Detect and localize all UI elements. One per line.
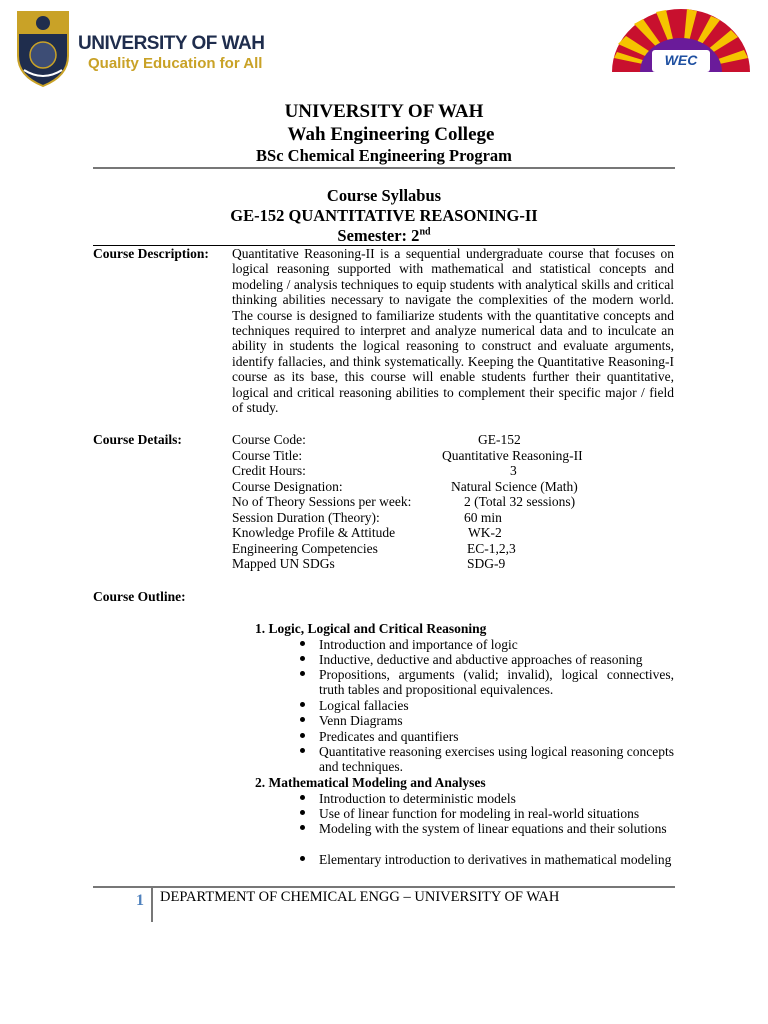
wec-logo	[608, 6, 754, 74]
detail-key: Mapped UN SDGs	[232, 556, 335, 571]
bullet-icon	[300, 856, 305, 861]
bullet-icon	[300, 702, 305, 707]
list-item: Introduction to deterministic models	[319, 791, 516, 806]
list-item: Logical fallacies	[319, 698, 409, 713]
list-item: Quantitative reasoning exercises using logical reasoning concepts and techniques.	[319, 744, 674, 775]
list-item: Use of linear function for modeling in real-world situations	[319, 806, 640, 821]
semester-heading: Semester: 2nd	[337, 226, 431, 245]
detail-value: Natural Science (Math)	[451, 479, 578, 494]
bullet-icon	[300, 717, 305, 722]
bullet-icon	[300, 641, 305, 646]
list-item: Elementary introduction to derivatives in mathematical modeling	[319, 852, 672, 867]
logo-tagline: Quality Education for All	[88, 55, 263, 72]
detail-key: Credit Hours:	[232, 463, 306, 478]
bullet-icon	[300, 748, 305, 753]
bullet-icon	[300, 671, 305, 676]
outline-section-title: 2. Mathematical Modeling and Analyses	[255, 775, 486, 790]
detail-key: Session Duration (Theory):	[232, 510, 380, 525]
detail-value: SDG-9	[467, 556, 506, 571]
list-item: Modeling with the system of linear equations and their solutions	[319, 821, 667, 836]
header-rule	[93, 167, 675, 169]
college-title: Wah Engineering College	[287, 124, 495, 145]
detail-value: WK-2	[468, 525, 502, 540]
list-item: Predicates and quantifiers	[319, 729, 459, 744]
bullet-icon	[300, 810, 305, 815]
university-title: UNIVERSITY OF WAH	[284, 101, 484, 122]
footer-text: DEPARTMENT OF CHEMICAL ENGG – UNIVERSITY OF WAH	[160, 889, 560, 905]
footer-divider	[151, 888, 153, 922]
detail-key: Knowledge Profile & Attitude	[232, 525, 396, 540]
list-item: Inductive, deductive and abductive approaches of reasoning	[319, 652, 643, 667]
description-text: Quantitative Reasoning-II is a sequential undergraduate course that focuses on logical reasoning supported with mathematical and statistical concepts and modeling / analysis techniques to equip students with analytical skills and critical thinking abilities necessary to navigate the complexities of the modern world. The course is designed to familiarize students with the quantitative concepts and techniques required to interpret and analyze numerical data and to inculcate an ability in students the logical reasoning to construct and evaluate arguments, identify fallacies, and think systematically. Keeping the Quantitative Reasoning-I course as its base, this course will enable students further their quantitative, logical and critical reasoning abilities to complement their specific major / field of study.	[232, 246, 674, 416]
detail-value: 3	[510, 463, 517, 478]
details-label: Course Details:	[93, 432, 182, 447]
wec-text: WEC	[664, 52, 698, 68]
detail-value: 2 (Total 32 sessions)	[464, 494, 576, 509]
bullet-icon	[300, 795, 305, 800]
detail-key: Course Designation:	[232, 479, 343, 494]
logo-name: UNIVERSITY OF WAH	[78, 33, 265, 54]
program-title: BSc Chemical Engineering Program	[256, 146, 512, 165]
detail-key: No of Theory Sessions per week:	[232, 494, 412, 509]
university-logo	[16, 10, 265, 90]
course-heading: GE-152 QUANTITATIVE REASONING-II	[230, 206, 538, 225]
detail-key: Course Code:	[232, 432, 306, 447]
syllabus-heading: Course Syllabus	[326, 186, 442, 205]
detail-value: Quantitative Reasoning-II	[442, 448, 583, 463]
bullet-icon	[300, 825, 305, 830]
footer-rule	[93, 886, 675, 888]
outline-label: Course Outline:	[93, 589, 186, 604]
page-number: 1	[136, 892, 144, 909]
list-item: Introduction and importance of logic	[319, 637, 518, 652]
detail-key: Engineering Competencies	[232, 541, 378, 556]
detail-value: GE-152	[478, 432, 521, 447]
list-item: Propositions, arguments (valid; invalid), logical connectives, truth tables and propositional equivalences.	[319, 667, 674, 698]
detail-value: EC-1,2,3	[467, 541, 516, 556]
description-label: Course Description:	[93, 246, 209, 261]
outline-section-title: 1. Logic, Logical and Critical Reasoning	[255, 621, 487, 636]
detail-value: 60 min	[464, 510, 502, 525]
bullet-icon	[300, 656, 305, 661]
detail-key: Course Title:	[232, 448, 303, 463]
bullet-icon	[300, 733, 305, 738]
list-item: Venn Diagrams	[319, 713, 403, 728]
